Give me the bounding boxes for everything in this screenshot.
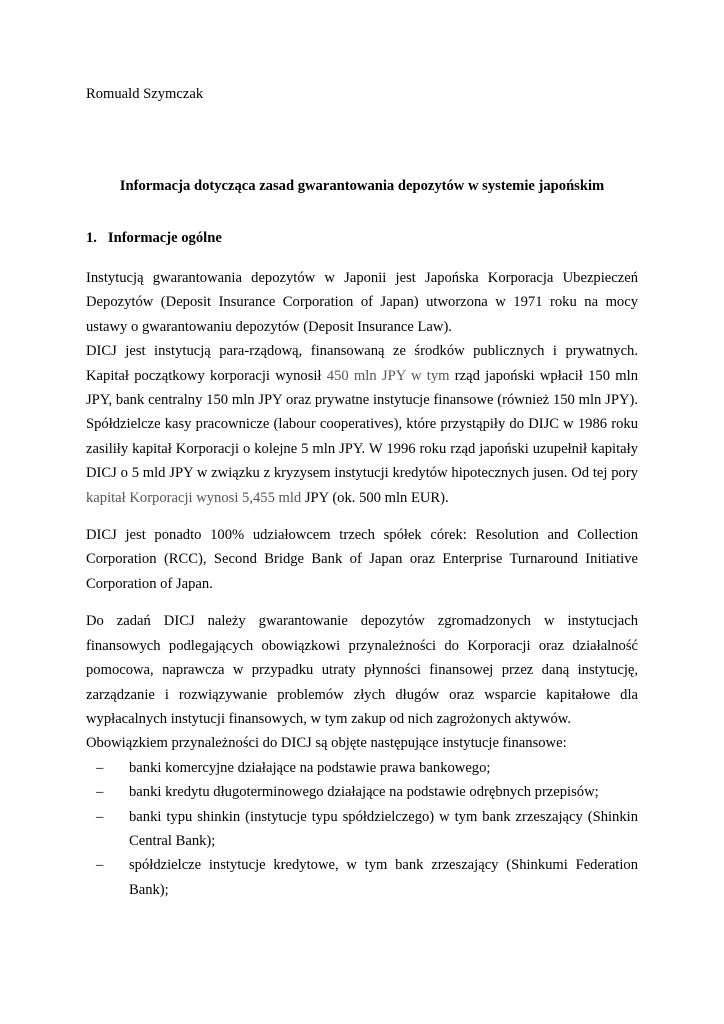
paragraph-membership: Obowiązkiem przynależności do DICJ są objęte następujące instytucje finansowe: xyxy=(86,735,567,752)
list-item xyxy=(86,780,638,804)
paragraph-institution: Instytucją gwarantowania depozytów w Japonii jest Japońska Korporacja Ubezpieczeń Depozytów (Deposit Insurance Corporation of Japan) utworzona w 1971 roku na mocy ustawy o gwarantowaniu depozytów (Deposit Insurance Law). xyxy=(86,270,638,335)
author-name: Romuald Szymczak xyxy=(86,86,204,102)
list-item-text: banki typu shinkin (instytucje typu spółdzielczego) w tym bank zrzeszający (Shinkin Central Bank); xyxy=(129,808,638,849)
dash-bullet: – xyxy=(96,784,104,801)
section-heading xyxy=(86,230,222,247)
list-item xyxy=(86,756,638,780)
list-item-text: banki komercyjne działające na podstawie prawa bankowego; xyxy=(129,759,491,776)
capital-highlight-current: kapitał Korporacji wynosi 5,455 mld xyxy=(86,489,302,506)
list-item-text: spółdzielcze instytucje kredytowe, w tym bank zrzeszający (Shinkumi Federation Bank); xyxy=(129,857,638,898)
capital-text-2: rząd japoński wpłacił 150 mln JPY, bank centralny 150 mln JPY oraz prywatne instytucje finansowe (również 150 mln JPY). Spółdzielcze kasy pracownicze (labour cooperatives), które przystąpiły do DIJC w 1986 roku zasiliły kapitał Korporacji o kolejne 5 mln JPY. W 1996 roku rząd japoński uzupełnił kapitały DICJ o 5 mld JPY w związku z kryzysem instytucji kredytów hipotecznych jusen. Od tej pory xyxy=(86,367,638,482)
capital-text-3: JPY (ok. 500 mln EUR). xyxy=(301,489,449,506)
dash-bullet: – xyxy=(96,759,104,776)
paragraph-subsidiaries: DICJ jest ponadto 100% udziałowcem trzech spółek córek: Resolution and Collection Corporation (RCC), Second Bridge Bank of Japan oraz Enterprise Turnaround Initiative Corporation of Japan. xyxy=(86,527,638,592)
paragraph-tasks: Do zadań DICJ należy gwarantowanie depozytów zgromadzonych w instytucjach finansowych podlegających obowiązkowi przynależności do Korporacji oraz działalność pomocowa, naprawcza w przypadku utraty płynności finansowej przez daną instytucję, zarządzanie i rozwiązywanie problemów złych długów oraz wsparcie kapitałowe dla wypłacalnych instytucji finansowych, w tym zakup od nich zagrożonych aktywów. xyxy=(86,613,638,727)
document-title: Informacja dotycząca zasad gwarantowania depozytów w systemie japońskim xyxy=(119,178,605,194)
institution-list xyxy=(86,756,638,902)
paragraph-gap xyxy=(86,510,638,523)
section-number: 1. xyxy=(86,230,97,246)
dash-bullet: – xyxy=(96,857,104,874)
dash-bullet: – xyxy=(96,808,104,825)
list-item xyxy=(86,853,638,902)
section-title: Informacje ogólne xyxy=(107,230,222,246)
capital-text-1: DICJ jest instytucją para-rządową, finansowaną ze środków publicznych i prywatnych. Kapitał początkowy korporacji wynosił xyxy=(86,343,638,384)
paragraph-gap xyxy=(86,596,638,609)
paragraph-capital xyxy=(86,339,638,510)
list-item-text: banki kredytu długoterminowego działające na podstawie odrębnych przepisów; xyxy=(129,784,599,801)
document-body xyxy=(86,266,638,902)
capital-highlight-initial: 450 mln JPY w tym xyxy=(326,367,450,384)
list-item xyxy=(86,805,638,854)
